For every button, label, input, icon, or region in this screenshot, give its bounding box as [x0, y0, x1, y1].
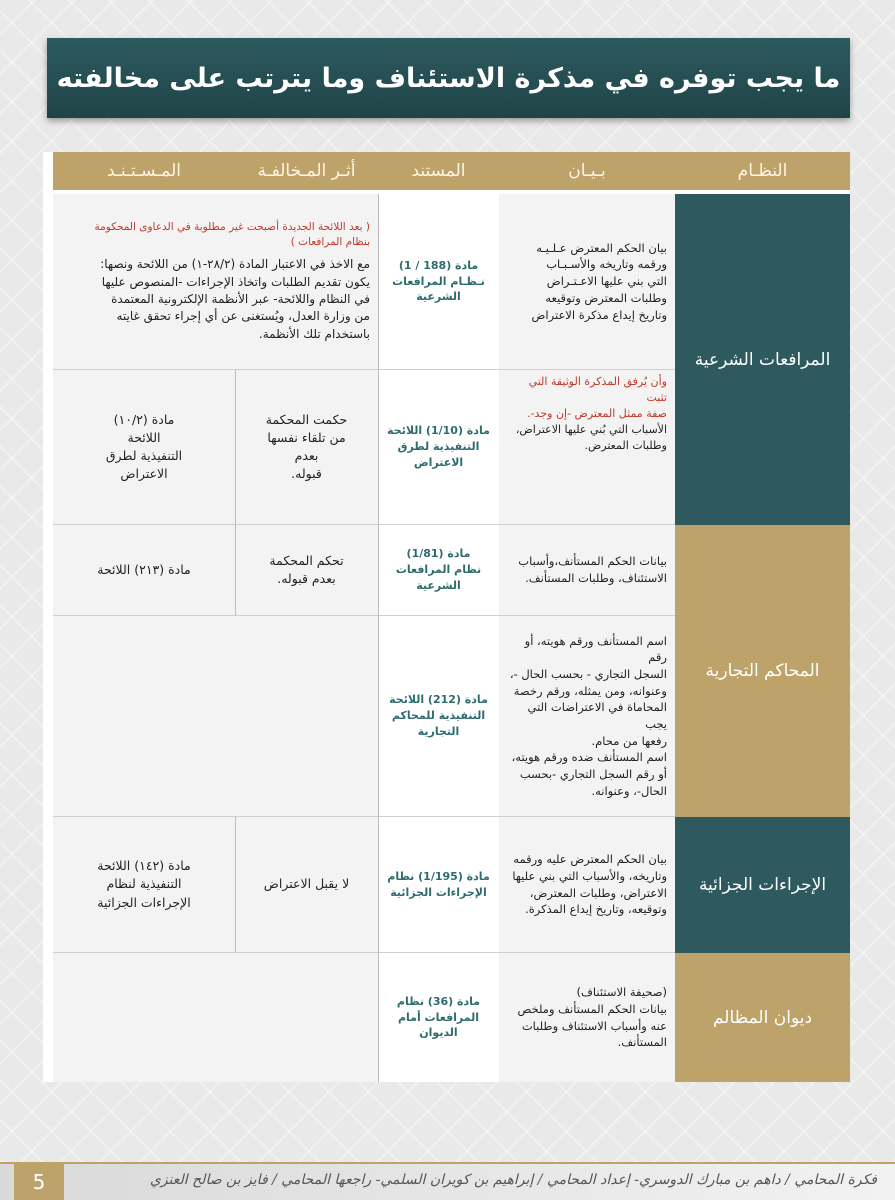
row2-mustanad: مادة (1/10) اللائحة التنفيذية لطرق الاعتراض [378, 370, 499, 524]
header-mustanad: المستند [378, 152, 499, 190]
row2-bayan [499, 370, 675, 524]
row6-mustanad: مادة (36) نظام المرافعات أمام الديوان [378, 953, 499, 1082]
row5-mustanad: مادة (1/195) نظام الإجراءات الجزائية [378, 817, 499, 952]
row1-text: مع الاخذ في الاعتبار المادة (٢٨/٢-١) من اللائحة ونصها: يكون تقديم الطلبات واتخاذ الإجراءات -المنصوص عليها في النظام واللائحة- عبر الأنظمة الإلكترونية المعتمدة من وزارة العدل، ويُستغنى عن أي إجراء تحقق غايته باستخدام تلك الأنظمة. [100, 257, 370, 341]
system-murafaat: المرافعات الشرعية [675, 194, 850, 525]
column-divider [235, 370, 236, 615]
column-divider [378, 194, 379, 1082]
row3-bayan: بيانات الحكم المستأنف،وأسباب الاستئناف، وطلبات المستأنف. [499, 525, 675, 615]
row2-athar: حكمت المحكمة من تلقاء نفسها بعدم قبوله. [235, 370, 378, 524]
row4-empty [53, 616, 378, 816]
footer-credits: فكرة المحامي / داهم بن مبارك الدوسري- إعداد المحامي / إبراهيم بن كويران السلمي- راجعها المحامي / فايز بن صالح العنزي [149, 1172, 877, 1188]
column-divider [235, 817, 236, 952]
row5-athar: لا يقبل الاعتراض [235, 817, 378, 952]
row4-bayan: اسم المستأنف ورقم هويته، أو رقم السجل التجاري - بحسب الحال -، وعنوانه، ومن يمثله، ورقم رخصة المحاماة في الاعتراضات التي يجب رفعها من محام. اسم المستأنف ضده ورقم هويته، أو رقم السجل التجاري -بحسب الحال-، وعنوانه. [499, 616, 675, 816]
system-mazalim: ديوان المظالم [675, 953, 850, 1082]
system-tijariya: المحاكم التجارية [675, 525, 850, 817]
row2-ref: مادة (١٠/٢) اللائحة التنفيذية لطرق الاعتراض [53, 370, 235, 524]
row6-bayan: (صحيفة الاستئناف) بيانات الحكم المستأنف وملخص عنه وأسباب الاستئناف وطلبات المستأنف. [499, 953, 675, 1082]
header-bayan: بـيـان [499, 152, 675, 190]
footer [0, 1162, 895, 1200]
row1-bayan: بيان الحكم المعترض عـلـيـه ورقمه وتاريخه والأسـبـاب التي بني عليها الاعـتـراض وطلبات المعترض وتوقيعه وتاريخ إيداع مذكرة الاعتراض [499, 194, 675, 369]
header-nizam: النظـام [675, 152, 850, 190]
row2-bayan-red: وأن يُرفق المذكرة الوثيقة التي تثبت صفة ممثل المعترض -إن وجد-. [527, 375, 667, 420]
row3-mustanad: مادة (1/81) نظام المرافعات الشرعية [378, 525, 499, 615]
row1-note: ( بعد اللائحة الجديدة أصبحت غير مطلوبة في الدعاوى المحكومة بنظام المرافعات ) [94, 220, 370, 249]
page-title: ما يجب توفره في مذكرة الاستئناف وما يترتب على مخالفته [56, 62, 841, 94]
title-banner [47, 38, 850, 118]
row2-bayan-text: الأسباب التي بُني عليها الاعتراض، وطلبات المعترض. [515, 422, 667, 452]
row3-ref: مادة (٢١٣) اللائحة [53, 525, 235, 615]
header-mustanad2: المـسـتـنـد [53, 152, 235, 190]
row5-bayan: بيان الحكم المعترض عليه ورقمه وتاريخه، والأسباب التي بني عليها الاعتراض، وطلبات المعترض، وتوقيعه، وتاريخ إيداع المذكرة. [499, 817, 675, 952]
header-athar: أثـر المـخالفـة [235, 152, 378, 190]
row1-notes [53, 194, 378, 369]
system-jazaiya: الإجراءات الجزائية [675, 817, 850, 953]
page-number: 5 [14, 1164, 64, 1200]
row1-mustanad: مادة (188 / 1) نـظـام المرافعات الشرعية [378, 194, 499, 369]
requirements-table [43, 152, 850, 1082]
row3-athar: تحكم المحكمة بعدم قبوله. [235, 525, 378, 615]
row6-empty [53, 953, 378, 1082]
row4-mustanad: مادة (212) اللائحة التنفيذية للمحاكم التجارية [378, 616, 499, 816]
row5-ref: مادة (١٤٢) اللائحة التنفيذية لنظام الإجراءات الجزائية [53, 817, 235, 952]
